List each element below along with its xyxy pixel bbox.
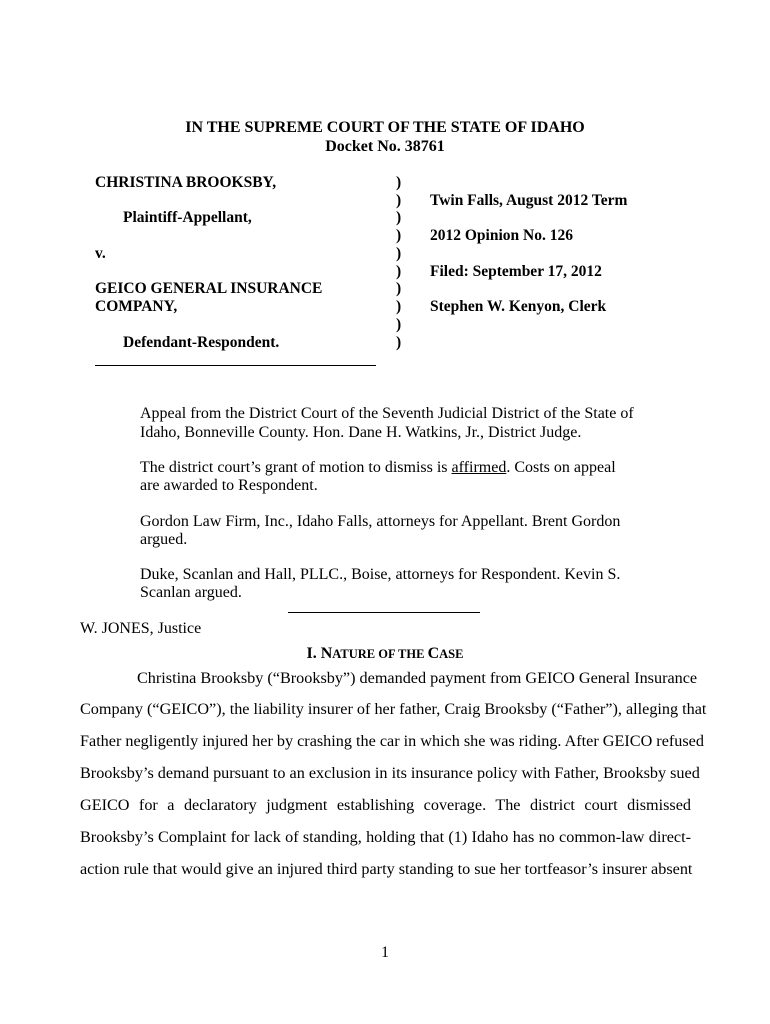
- paren: ): [396, 227, 402, 244]
- appellant-counsel-line-1: Gordon Law Firm, Inc., Idaho Falls, attorneys for Appellant. Brent Gordon: [140, 513, 621, 530]
- body-line: Company (“GEICO”), the liability insurer of her father, Craig Brooksby (“Father”), alleging that: [80, 700, 707, 718]
- body-line: Brooksby’s Complaint for lack of standing, holding that (1) Idaho has no common-law direct-: [80, 828, 691, 846]
- clerk-name: Stephen W. Kenyon, Clerk: [430, 298, 607, 315]
- paren: ): [396, 174, 402, 191]
- body-line: Father negligently injured her by crashing the car in which she was riding. After GEICO refused: [80, 732, 704, 750]
- paren: ): [396, 316, 402, 333]
- respondent-counsel-line-1: Duke, Scanlan and Hall, PLLC., Boise, attorneys for Respondent. Kevin S.: [140, 566, 621, 583]
- appeal-line-2: Idaho, Bonneville County. Hon. Dane H. Watkins, Jr., District Judge.: [140, 424, 582, 441]
- court-term: Twin Falls, August 2012 Term: [430, 192, 628, 209]
- plaintiff-name: CHRISTINA BROOKSBY,: [95, 174, 277, 191]
- paren: ): [396, 298, 402, 315]
- defendant-name-line-1: GEICO GENERAL INSURANCE: [95, 280, 323, 297]
- body-line: GEICO for a declaratory judgment establishing coverage. The district court dismissed: [80, 796, 691, 814]
- summary-rule: [288, 612, 480, 613]
- caption-rule: [95, 365, 376, 366]
- affirmed-text: affirmed: [451, 459, 507, 476]
- page-number: 1: [381, 944, 389, 961]
- body-line: Christina Brooksby (“Brooksby”) demanded payment from GEICO General Insurance: [137, 669, 698, 687]
- author: W. JONES, Justice: [80, 620, 202, 637]
- opinion-number: 2012 Opinion No. 126: [430, 227, 573, 244]
- paren: ): [396, 192, 402, 209]
- paren: ): [396, 334, 402, 351]
- paren: ): [396, 263, 402, 280]
- body-line: Brooksby’s demand pursuant to an exclusion in its insurance policy with Father, Brooksby sued: [80, 764, 700, 782]
- filed-date: Filed: September 17, 2012: [430, 263, 602, 280]
- disposition-line-2: are awarded to Respondent.: [140, 477, 318, 494]
- defendant-role: Defendant-Respondent.: [123, 334, 280, 351]
- body-line: action rule that would give an injured third party standing to sue her tortfeasor’s insurer absent: [80, 860, 693, 878]
- paren: ): [396, 245, 402, 262]
- paren: ): [396, 280, 402, 297]
- disposition-line-1: The district court’s grant of motion to dismiss is affirmed. Costs on appeal: [140, 459, 616, 476]
- appellant-counsel-line-2: argued.: [140, 531, 188, 548]
- plaintiff-role: Plaintiff-Appellant,: [123, 209, 252, 226]
- respondent-counsel-line-2: Scanlan argued.: [140, 584, 242, 601]
- appeal-line-1: Appeal from the District Court of the Seventh Judicial District of the State of: [140, 405, 634, 422]
- section-heading: I. NATURE OF THE CASE: [306, 645, 464, 662]
- docket-number: Docket No. 38761: [325, 138, 445, 155]
- versus: v.: [95, 245, 106, 262]
- defendant-name-line-2: COMPANY,: [95, 298, 178, 315]
- court-title: IN THE SUPREME COURT OF THE STATE OF IDAHO: [185, 119, 585, 136]
- paren: ): [396, 209, 402, 226]
